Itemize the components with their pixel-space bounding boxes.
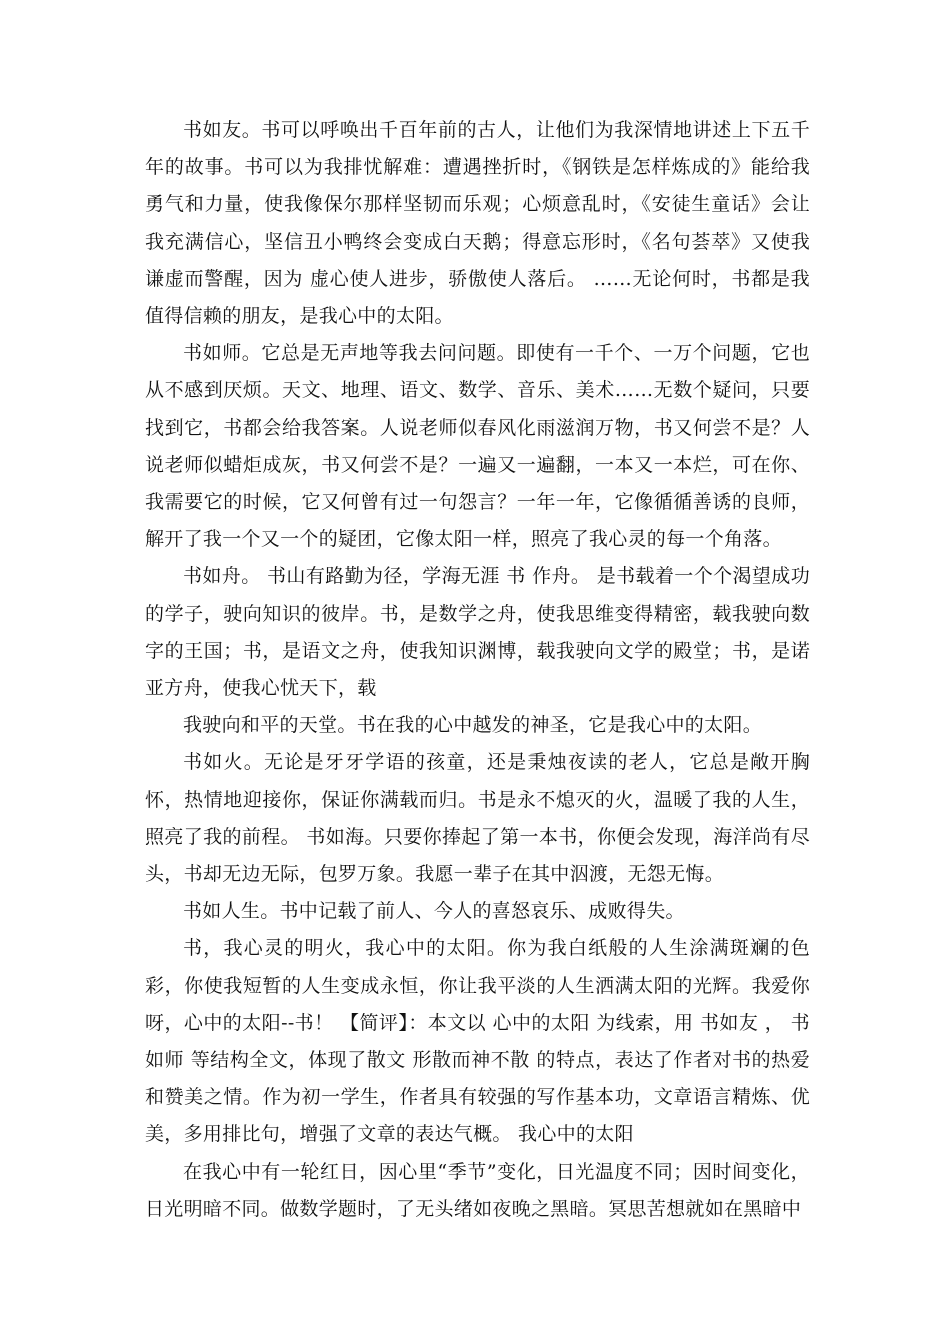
paragraph-book-as-boat: 书如舟。 书山有路勤为径，学海无涯 书 作舟。 是书载着一个个渴望成功的学子，驶向知识的彼岸。书，是数学之舟，使我思维变得精密，载我驶向数字的王国；书，是语文之舟，使我知识渊博，载我驶向文学的殿堂；书，是诺亚方舟，使我心忧天下，载 xyxy=(145,565,810,700)
paragraph-boat-continued: 我驶向和平的天堂。书在我的心中越发的神圣，它是我心中的太阳。 xyxy=(183,714,763,737)
paragraph-book-as-life: 书如人生。书中记载了前人、今人的喜怒哀乐、成败得失。 xyxy=(183,900,685,923)
paragraph-book-as-teacher: 书如师。它总是无声地等我去问问题。即使有一千个、一万个问题，它也从不感到厌烦。天文、地理、语文、数学、音乐、美术……无数个疑问，只要找到它，书都会给我答案。人说老师似春风化雨滋润万物，书又何尝不是？人说老师似蜡炬成灰，书又何尝不是？一遍又一遍翻，一本又一本烂，可在你、我需要它的时候，它又何曾有过一句怨言？一年一年，它像循循善诱的良师，解开了我一个又一个的疑团，它像太阳一样，照亮了我心灵的每一个角落。 xyxy=(145,342,810,551)
paragraph-conclusion-and-review: 书，我心灵的明火，我心中的太阳。你为我白纸般的人生涂满斑斓的色彩，你使我短暂的人生变成永恒，你让我平淡的人生洒满太阳的光辉。我爱你呀，心中的太阳--书！ 【简评】：本文以 心中的太阳 为线索，用 书如友 ， 书如师 等结构全文，体现了散文 形散而神不散 的特点，表达了作者对书的热爱和赞美之情。作为初一学生，作者具有较强的写作基本功，文章语言精炼、优美，多用排比句，增强了文章的表达气概。 我心中的太阳 xyxy=(145,937,810,1146)
paragraph-book-as-fire: 书如火。无论是牙牙学语的孩童，还是秉烛夜读的老人，它总是敞开胸怀，热情地迎接你，保证你满载而归。书是永不熄灭的火，温暖了我的人生，照亮了我的前程。 书如海。只要你捧起了第一本书，你便会发现，海洋尚有尽头，书却无边无际，包罗万象。我愿一辈子在其中泅渡，无怨无悔。 xyxy=(145,751,810,886)
paragraph-book-as-friend: 书如友。书可以呼唤出千百年前的古人，让他们为我深情地讲述上下五千年的故事。书可以为我排忧解难：遭遇挫折时，《钢铁是怎样炼成的》能给我勇气和力量，使我像保尔那样坚韧而乐观；心烦意乱时，《安徒生童话》会让我充满信心，坚信丑小鸭终会变成白天鹅；得意忘形时，《名句荟萃》又使我谦虚而警醒，因为 虚心使人进步，骄傲使人落后。 ……无论何时，书都是我值得信赖的朋友，是我心中的太阳。 xyxy=(145,119,810,328)
document-body xyxy=(145,112,810,1228)
paragraph-next-essay-start: 在我心中有一轮红日，因心里“季节”变化，日光温度不同；因时间变化，日光明暗不同。做数学题时，了无头绪如夜晚之黑暗。冥思苦想就如在黑暗中 xyxy=(145,1160,810,1220)
